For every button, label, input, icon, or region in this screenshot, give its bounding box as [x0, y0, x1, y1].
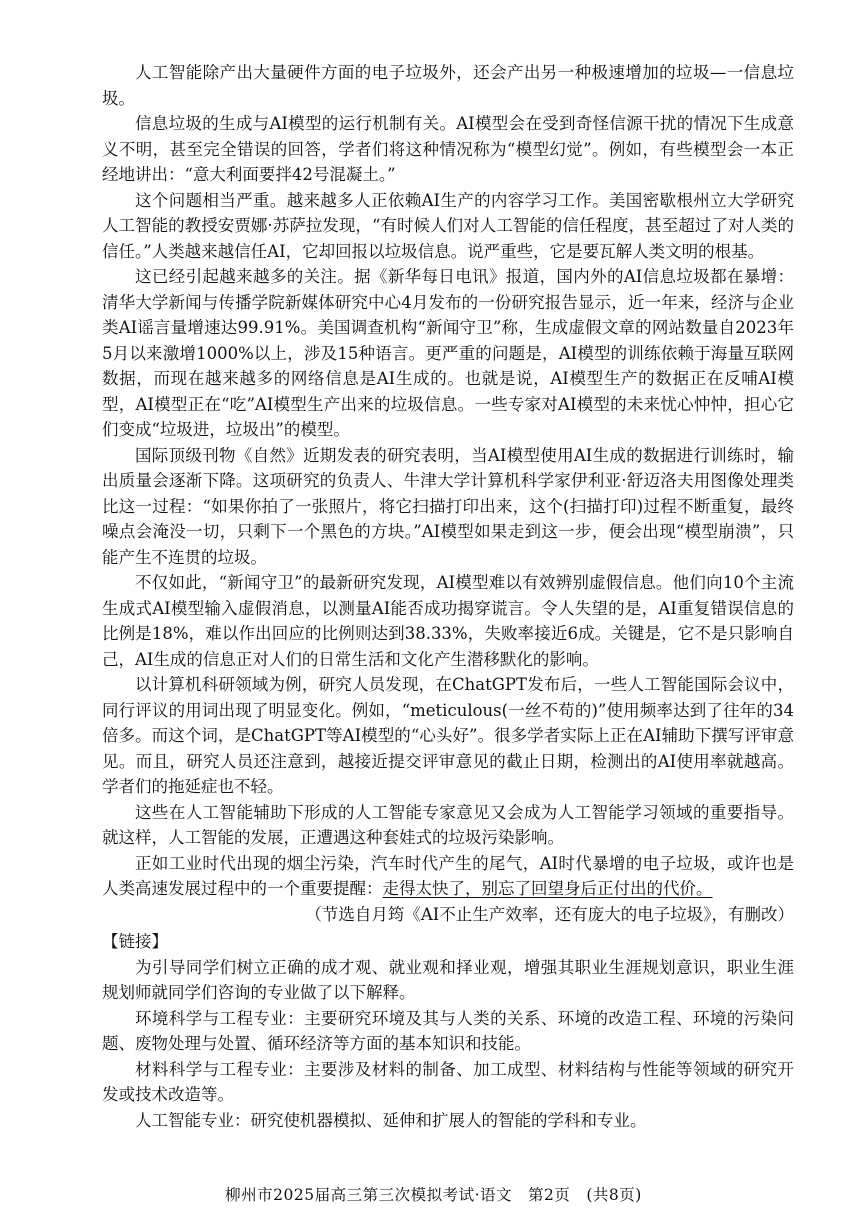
link-paragraph-1: 为引导同学们树立正确的成才观、就业观和择业观，增强其职业生涯规划意识，职业生涯规划师就同学们咨询的专业做了以下解释。: [102, 957, 794, 1002]
paragraph-2: 信息垃圾的生成与AI模型的运行机制有关。AI模型会在受到奇怪信源干扰的情况下生成意义不明，甚至完全错误的回答，学者们将这种情况称为“模型幻觉”。例如，有些模型会一本正经地讲出：“意大利面要拌42号混凝土。”: [102, 114, 794, 184]
paragraph-8: 这些在人工智能辅助下形成的人工智能专家意见又会成为人工智能学习领域的重要指导。就这样，人工智能的发展，正遭遇这种套娃式的垃圾污染影响。: [102, 802, 794, 847]
paragraph-4: 这已经引起越来越多的关注。据《新华每日电讯》报道，国内外的AI信息垃圾都在暴增：清华大学新闻与传播学院新媒体研究中心4月发布的一份研究报告显示，近一年来，经济与企业类AI谣言量增速达99.91%。美国调查机构“新闻守卫”称，生成虚假文章的网站数量自2023年5月以来激增1000%以上，涉及15种语言。更严重的问题是，AI模型的训练依赖于海量互联网数据，而现在越来越多的网络信息是AI生成的。也就是说，AI模型生产的数据正在反哺AI模型，AI模型正在“吃”AI模型生产出来的垃圾信息。一些专家对AI模型的未来忧心忡忡，担心它们变成“垃圾进，垃圾出”的模型。: [102, 267, 794, 439]
paragraph-6: 不仅如此，“新闻守卫”的最新研究发现，AI模型难以有效辨别虚假信息。他们向10个主流生成式AI模型输入虚假消息，以测量AI能否成功揭穿谎言。令人失望的是，AI重复错误信息的比例是18%，难以作出回应的比例则达到38.33%，失败率接近6成。关键是，它不是只影响自己，AI生成的信息正对人们的日常生活和文化产生潜移默化的影响。: [102, 573, 794, 669]
underlined-sentence: 走得太快了，别忘了回望身后正付出的代价。: [382, 879, 713, 898]
link-paragraph-4: 人工智能专业：研究使机器模拟、延伸和扩展人的智能的学科和专业。: [135, 1110, 647, 1130]
link-paragraph-3: 材料科学与工程专业：主要涉及材料的制备、加工成型、材料结构与性能等领域的研究开发或技术改造等。: [102, 1059, 794, 1104]
paragraph-3: 这个问题相当严重。越来越多人正依赖AI生产的内容学习工作。美国密歇根州立大学研究人工智能的教授安贾娜·苏萨拉发现，“有时候人们对人工智能的信任程度，甚至超过了对人类的信任。”人类越来越信任AI，它却回报以垃圾信息。说严重些，它是要瓦解人类文明的根基。: [102, 190, 794, 261]
article-body: [102, 60, 794, 1133]
page-footer: 柳州市2025届高三第三次模拟考试·语文 第2页 (共8页): [225, 1186, 642, 1204]
paragraph-7: 以计算机科研领域为例，研究人员发现，在ChatGPT发布后，一些人工智能国际会议中，同行评议的用词出现了明显变化。例如，“meticulous(一丝不苟的)”使用频率达到了往年的34倍多。而这个词，是ChatGPT等AI模型的“心头好”。很多学者实际上正在AI辅助下撰写评审意见。而且，研究人员还注意到，越接近提交评审意见的截止日期，检测出的AI使用率就越高。学者们的拖延症也不轻。: [102, 675, 794, 796]
paragraph-9: [102, 851, 794, 902]
paragraph-5: 国际顶级刊物《自然》近期发表的研究表明，当AI模型使用AI生成的数据进行训练时，输出质量会逐渐下降。这项研究的负责人、牛津大学计算机科学家伊利亚·舒迈洛夫用图像处理类比这一过程：“如果你拍了一张照片，将它扫描打印出来，这个(扫描打印)过程不断重复，最终噪点会淹没一切，只剩下一个黑色的方块。”AI模型如果走到这一步，便会出现“模型崩溃”，只能产生不连贯的垃圾。: [102, 445, 794, 567]
link-paragraph-2: 环境科学与工程专业：主要研究环境及其与人类的关系、环境的改造工程、环境的污染问题、废物处理与处置、循环经济等方面的基本知识和技能。: [102, 1008, 794, 1053]
source-note: （节选自月筠《AI不止生产效率，还有庞大的电子垃圾》，有删改）: [305, 904, 794, 924]
paragraph-1: 人工智能除产出大量硬件方面的电子垃圾外，还会产出另一种极速增加的垃圾—一信息垃圾。: [102, 63, 794, 108]
link-heading: 【链接】: [102, 932, 168, 951]
final-paragraph-start: 正如工业时代出现的烟尘污染，汽车时代产生的尾气，AI时代暴增的电子垃圾，或许也是人类高速发展过程中的一个重要提醒：: [102, 853, 794, 898]
